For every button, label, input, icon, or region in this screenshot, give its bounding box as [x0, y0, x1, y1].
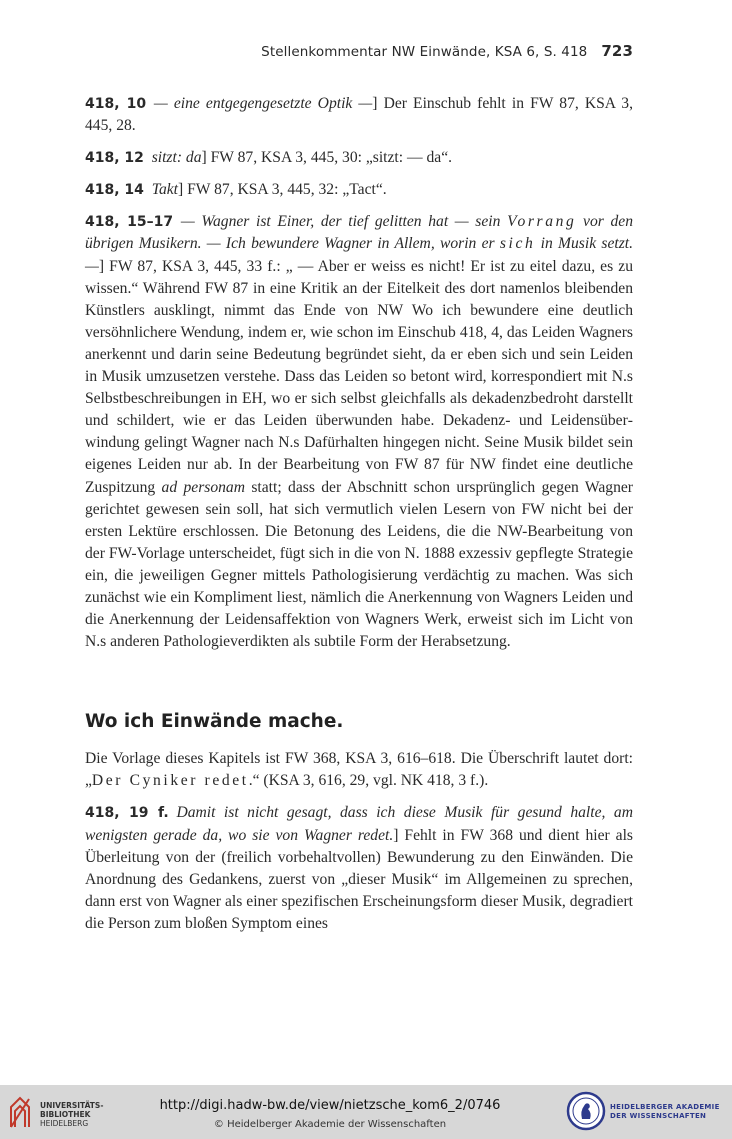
- library-logo-line: BIBLIOTHEK: [40, 1110, 91, 1119]
- section-entry-list: [85, 802, 633, 935]
- line-reference: 418, 19 f.: [85, 805, 169, 822]
- running-head-title: Stellenkommentar NW Einwände, KSA 6, S. 418: [261, 44, 588, 60]
- viewer-footer: [0, 1085, 732, 1139]
- entry-text-segment: statt; dass der Abschnitt schon ursprünglich gegen Wagner gerichtet gewesen sein soll, hat sich vermutlich vielen Lesern von FW nicht bei der ersten Lektüre erschlossen. Die Betonung des Leidens, die die NW-Bearbeitung von der FW-Vorlage unterscheidet, fügt sich in die von N. 1888 exzessiv gepflegte Strategie ein, die jeweiligen Gegner mittels Pathologisierung verdächtig zu machen. Was sich zunächst wie ein Kompliment liest, nämlich die Anerkennung von Wagners Leiden und die Anerkennung der Leidensaffektion von Wagners Werk, erweist sich im Licht von N.s anderen Pathologieverdikten als subtile Form der Herabsetzung.: [85, 478, 633, 651]
- line-reference: 418, 14: [85, 182, 144, 199]
- line-reference: 418, 10: [85, 96, 147, 112]
- entry-text-segment: .“ (KSA 3, 616, 29, vgl. NK 418, 3 f.).: [248, 772, 489, 790]
- entry-text-segment: Die Vorlage dieses Kapitels ist FW 368, KSA 3, 616–618. Die Überschrift lautet dort: „: [85, 750, 633, 790]
- entry-text-segment: — Wagner ist Einer, der tief gelitten hat — sein: [180, 213, 508, 231]
- commentary-entry: [85, 802, 633, 935]
- library-logo-line: UNIVERSITÄTS-: [40, 1101, 104, 1110]
- entry-text-segment: vor den übrigen Musikern. — Ich bewundere Wagner in Allem, worin er: [85, 213, 633, 253]
- entry-text-segment: — eine entgegengesetzte Optik —: [153, 95, 373, 112]
- entry-text-segment: ] FW 87, KSA 3, 445, 33 f.: „ — Aber er weiss es nicht! Er ist zu eitel dazu, es zu wissen.“ Während FW 87 in eine Kritik an der Eitelkeit des dort namenlos bleibenden Künstlers ausklingt, nimmt das Ende von NW Wo ich bewundere eine deutlich versöhnlichere Wendung, indem er, wie schon im Einschub 418, 4, das Leiden Wagners anerkennt und darin seine Bedeutung begründet sieht, da er eben sich und sein Leiden in Musik umzusetzen verstehe. Dass das Leiden so betont wird, korrespondiert mit N.s Selbstbeschreibungen in EH, wo er sich selbst gleichfalls als dekadenzbedroht darstellt und schildert, wie er das Leiden überwunden habe. Dekadenz- und Leidensüberwindung gelingt Wagner nach N.s Dafürhalten hingegen nicht. Seine Musik bildet sein eigenes Leiden nur ab. In der Bearbeitung von FW 87 für NW findet eine deutliche Zuspitzung: [85, 257, 633, 496]
- academy-logo-text: [610, 1103, 720, 1121]
- academy-seal-icon: [566, 1091, 606, 1131]
- entry-text-segment: Vorrang: [507, 213, 577, 231]
- line-reference: 418, 15–17: [85, 214, 174, 231]
- entry-text-segment: ] Fehlt in FW 368 und dient hier als Überleitung von der (freilich vorbehaltvollen) Bewunderung zu den Einwänden. Die Anordnung des Gedankens, zuerst von „dieser Musik“ im Allgemeinen zu sprechen, dann erst von Wagner als einer spezifischen Erscheinungsform dieser Musik, degradiert die Person zum bloßen Symptom eines: [85, 826, 633, 932]
- entry-text-segment: ] FW 87, KSA 3, 445, 30: „sitzt: — da“.: [201, 149, 453, 167]
- academy-logo-line: DER WISSENSCHAFTEN: [610, 1112, 707, 1120]
- copyright-notice: © Heidelberger Akademie der Wissenschaften: [213, 1119, 447, 1130]
- permalink-url[interactable]: http://digi.hadw-bw.de/view/nietzsche_kom6_2/0746: [159, 1098, 501, 1113]
- entry-text-segment: ] Der Einschub fehlt in FW 87, KSA 3, 445, 28.: [85, 95, 634, 135]
- library-logo-line: HEIDELBERG: [40, 1119, 89, 1128]
- commentary-entry: [85, 147, 633, 169]
- commentary-body: [85, 93, 633, 945]
- commentary-entry: [85, 93, 633, 137]
- page-number: 723: [601, 42, 633, 60]
- entry-text-segment: sich: [499, 235, 536, 253]
- entry-text-segment: ] FW 87, KSA 3, 445, 32: „Tact“.: [178, 181, 387, 199]
- entry-text-segment: Der Cyniker redet: [91, 772, 249, 790]
- running-head: [261, 42, 633, 60]
- commentary-entry: [85, 179, 633, 201]
- line-reference: 418, 12: [85, 150, 144, 167]
- entry-text-segment: in Musik setzt. —: [85, 235, 633, 275]
- entry-text-segment: sitzt: da: [151, 149, 202, 167]
- commentary-entry: [85, 211, 633, 653]
- entry-text-segment: ad personam: [161, 478, 245, 496]
- entry-text-segment: Takt: [151, 181, 178, 199]
- section-heading: Wo ich Einwände mache.: [85, 711, 344, 733]
- academy-logo[interactable]: [566, 1091, 732, 1135]
- entry-text-segment: Damit ist nicht gesagt, dass ich diese Musik für gesund halte, am wenigsten gerade da, wo sie von Wagner redet.: [85, 804, 633, 844]
- entry-list: [85, 93, 633, 653]
- academy-logo-line: HEIDELBERGER AKADEMIE: [610, 1103, 720, 1111]
- section-intro: [85, 748, 633, 792]
